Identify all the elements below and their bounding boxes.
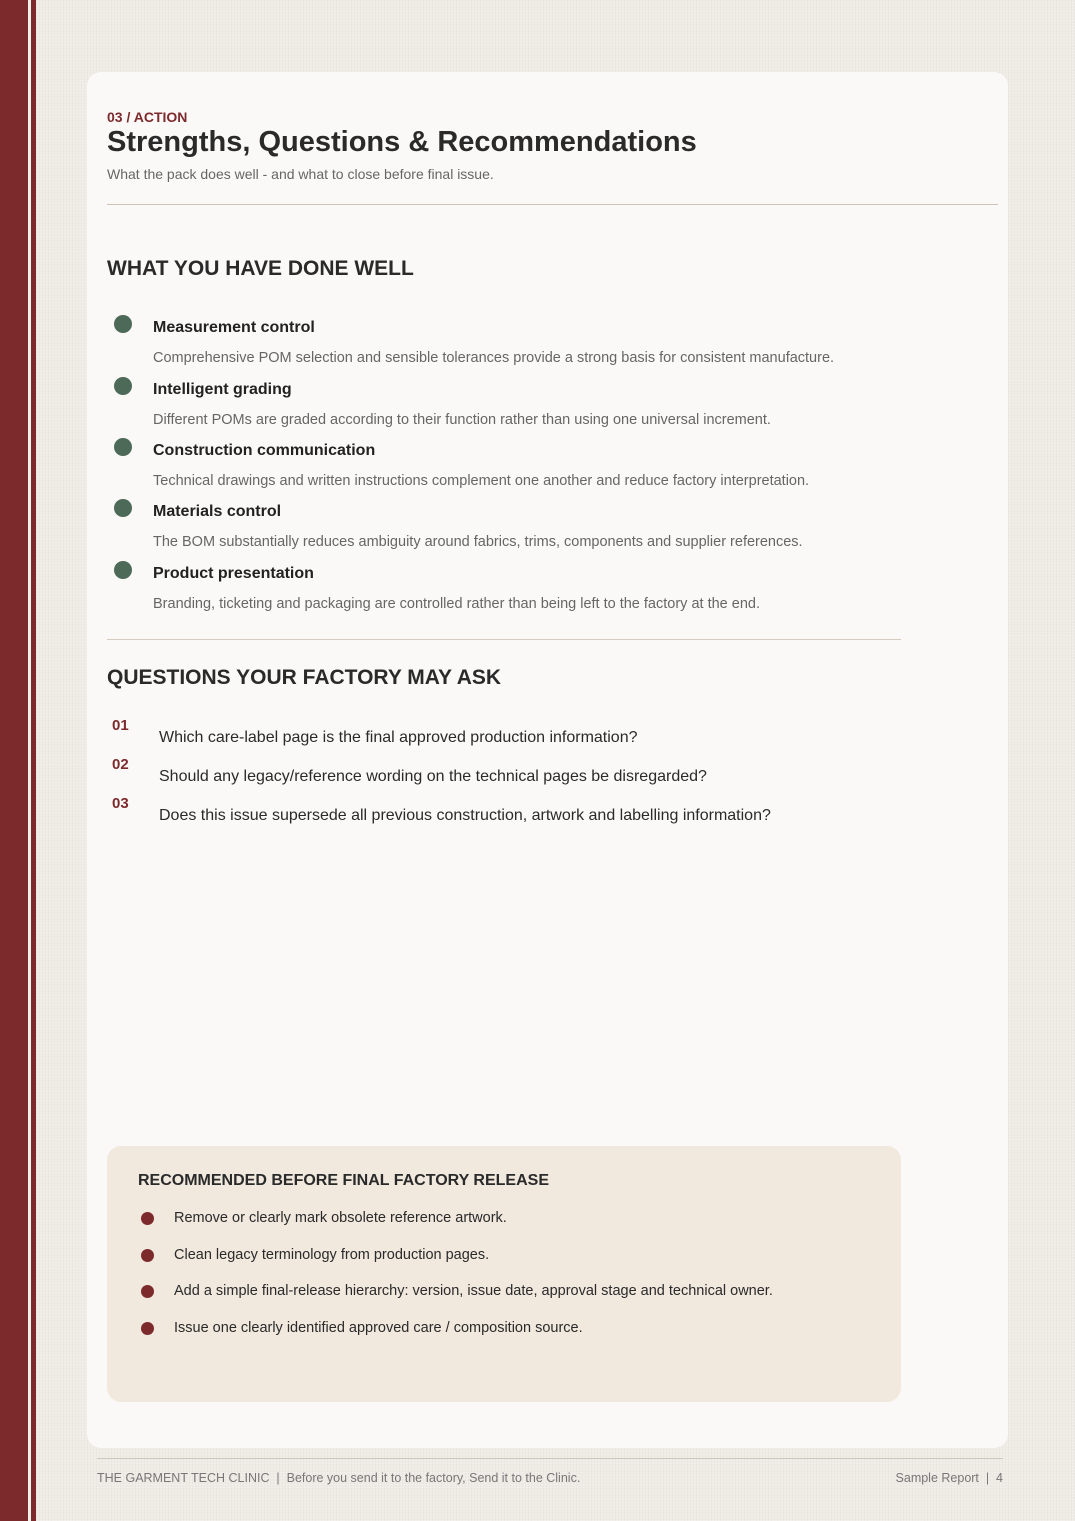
strength-title: Construction communication (153, 442, 376, 459)
strength-title: Intelligent grading (153, 381, 292, 398)
header-divider (107, 204, 998, 205)
page-title: Strengths, Questions & Recommendations (107, 126, 697, 158)
recommendations-panel (107, 1146, 901, 1402)
strength-description: Comprehensive POM selection and sensible tolerances provide a strong basis for consistent manufacture. (153, 350, 835, 366)
strength-description: Branding, ticketing and packaging are controlled rather than being left to the factory at the end. (153, 596, 760, 612)
question-text: Which care-label page is the final approved production information? (159, 729, 638, 746)
strength-description: Different POMs are graded according to their function rather than using one universal increment. (153, 412, 771, 428)
left-spine-line (31, 0, 36, 1521)
strength-bullet-icon (114, 438, 132, 456)
strength-title: Materials control (153, 503, 282, 520)
left-spine-band (0, 0, 28, 1521)
strength-bullet-icon (114, 499, 132, 517)
recommendation-text: Issue one clearly identified approved care / composition source. (174, 1320, 583, 1336)
recommendation-bullet-icon (141, 1212, 154, 1225)
recommendations-heading: RECOMMENDED BEFORE FINAL FACTORY RELEASE (138, 1172, 549, 1189)
recommendation-text: Clean legacy terminology from production pages. (174, 1247, 490, 1263)
strength-bullet-icon (114, 377, 132, 395)
question-number: 03 (112, 795, 129, 812)
strength-description: The BOM substantially reduces ambiguity around fabrics, trims, components and supplier references. (153, 534, 803, 550)
report-page-card (87, 72, 1008, 1448)
question-number: 02 (112, 756, 129, 773)
section-divider (107, 639, 901, 640)
footer-brand-text: THE GARMENT TECH CLINIC | Before you send it to the factory, Send it to the Clinic. (97, 1471, 581, 1485)
strength-bullet-icon (114, 561, 132, 579)
recommendation-text: Add a simple final-release hierarchy: version, issue date, approval stage and technical owner. (174, 1283, 773, 1299)
question-text: Should any legacy/reference wording on the technical pages be disregarded? (159, 768, 707, 785)
footer-divider (97, 1458, 1003, 1459)
recommendation-bullet-icon (141, 1249, 154, 1262)
recommendation-bullet-icon (141, 1285, 154, 1298)
questions-heading: QUESTIONS YOUR FACTORY MAY ASK (107, 666, 502, 689)
footer-page-number: Sample Report | 4 (895, 1471, 1003, 1485)
strengths-heading: WHAT YOU HAVE DONE WELL (107, 257, 414, 280)
strength-title: Product presentation (153, 565, 314, 582)
recommendation-bullet-icon (141, 1322, 154, 1335)
strength-description: Technical drawings and written instructions complement one another and reduce factory interpretation. (153, 473, 810, 489)
recommendation-text: Remove or clearly mark obsolete reference artwork. (174, 1210, 507, 1226)
section-eyebrow: 03 / ACTION (107, 109, 188, 125)
strength-bullet-icon (114, 315, 132, 333)
strength-title: Measurement control (153, 319, 315, 336)
question-text: Does this issue supersede all previous construction, artwork and labelling information? (159, 807, 771, 824)
page-subtitle: What the pack does well - and what to close before final issue. (107, 166, 494, 182)
question-number: 01 (112, 717, 129, 734)
